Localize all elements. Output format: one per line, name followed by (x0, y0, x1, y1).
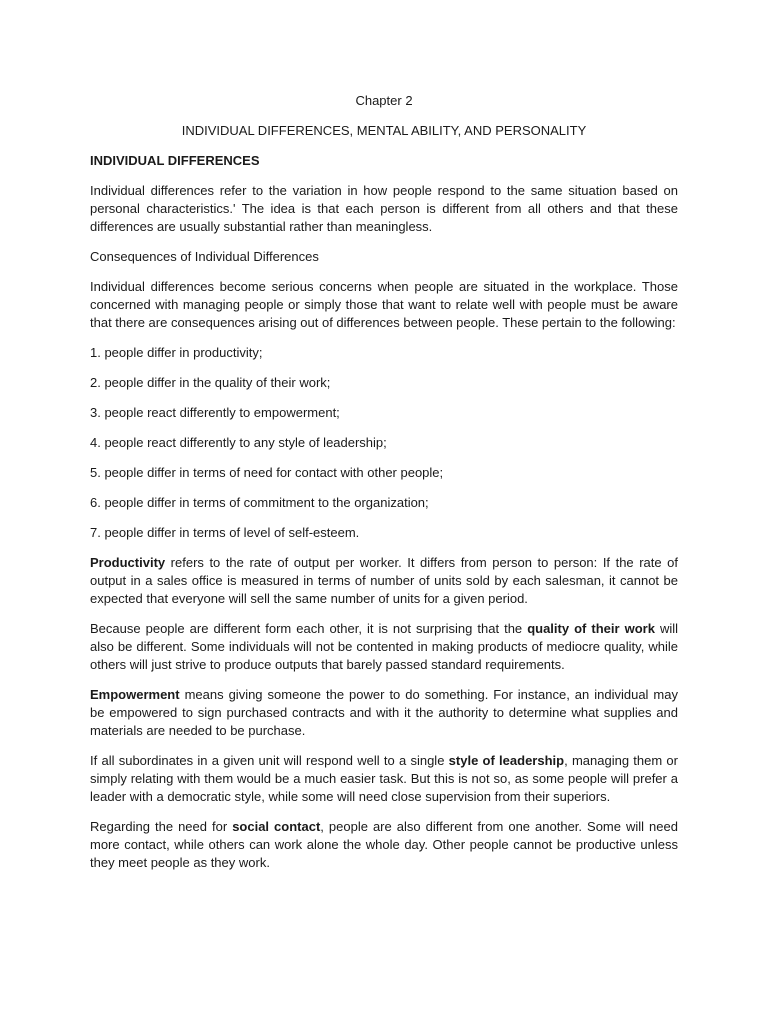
chapter-title: INDIVIDUAL DIFFERENCES, MENTAL ABILITY, AND PERSONALITY (181, 123, 587, 138)
social-contact-text-after: , people are also different from one another. Some will need more contact, while others can work alone the whole day. Other people cannot be productive unless they meet people as they work. (90, 819, 678, 870)
list-item: 4. people react differently to any style of leadership; (90, 435, 387, 450)
social-contact-paragraph (90, 818, 678, 872)
productivity-term: Productivity (90, 555, 166, 570)
leadership-paragraph (90, 752, 678, 806)
consequences-subheading: Consequences of Individual Differences (90, 249, 319, 264)
section-heading: INDIVIDUAL DIFFERENCES (90, 153, 260, 168)
list-item: 3. people react differently to empowerment; (90, 405, 340, 420)
leadership-text-before: If all subordinates in a given unit will respond well to a single (90, 753, 449, 768)
quality-paragraph (90, 620, 678, 674)
list-item: 7. people differ in terms of level of self-esteem. (90, 525, 360, 540)
social-contact-term: social contact (232, 819, 321, 834)
document-page (90, 92, 678, 884)
quality-text-before: Because people are different form each other, it is not surprising that the (90, 621, 528, 636)
leadership-term: style of leadership (448, 753, 565, 768)
list-item: 1. people differ in productivity; (90, 345, 263, 360)
empowerment-text: means giving someone the power to do something. For instance, an individual may be empowered to sign purchased contracts and with it the authority to determine what supplies and materials are needed to be purchase. (90, 687, 678, 738)
list-item: 5. people differ in terms of need for contact with other people; (90, 465, 444, 480)
leadership-text-after: , managing them or simply relating with them would be a much easier task. But this is not so, as some people will prefer a leader with a democratic style, while some will need close supervision from their superiors. (90, 753, 678, 804)
list-item: 6. people differ in terms of commitment to the organization; (90, 495, 429, 510)
empowerment-paragraph (90, 686, 678, 740)
productivity-text: refers to the rate of output per worker. It differs from person to person: If the rate of output in a sales office is measured in terms of number of units sold by each salesman, it cannot be expected that everyone will sell the same number of units for a given period. (90, 555, 678, 606)
chapter-label: Chapter 2 (355, 93, 413, 108)
list-item: 2. people differ in the quality of their work; (90, 375, 331, 390)
intro-paragraph: Individual differences refer to the variation in how people respond to the same situation based on personal characteristics.' The idea is that each person is different from all others and that these differences are usually substantial rather than meaningless. (90, 183, 678, 234)
social-contact-text-before: Regarding the need for (90, 819, 233, 834)
quality-term: quality of their work (527, 621, 655, 636)
consequences-paragraph: Individual differences become serious concerns when people are situated in the workplace. Those concerned with managing people or simply those that want to relate well with people must be aware that there are consequences arising out of differences between people. These pertain to the following: (90, 279, 678, 330)
empowerment-term: Empowerment (90, 687, 180, 702)
productivity-paragraph (90, 554, 678, 608)
quality-text-after: will also be different. Some individuals will not be contented in making products of mediocre quality, while others will just strive to produce outputs that barely passed standard requirements. (90, 621, 678, 672)
